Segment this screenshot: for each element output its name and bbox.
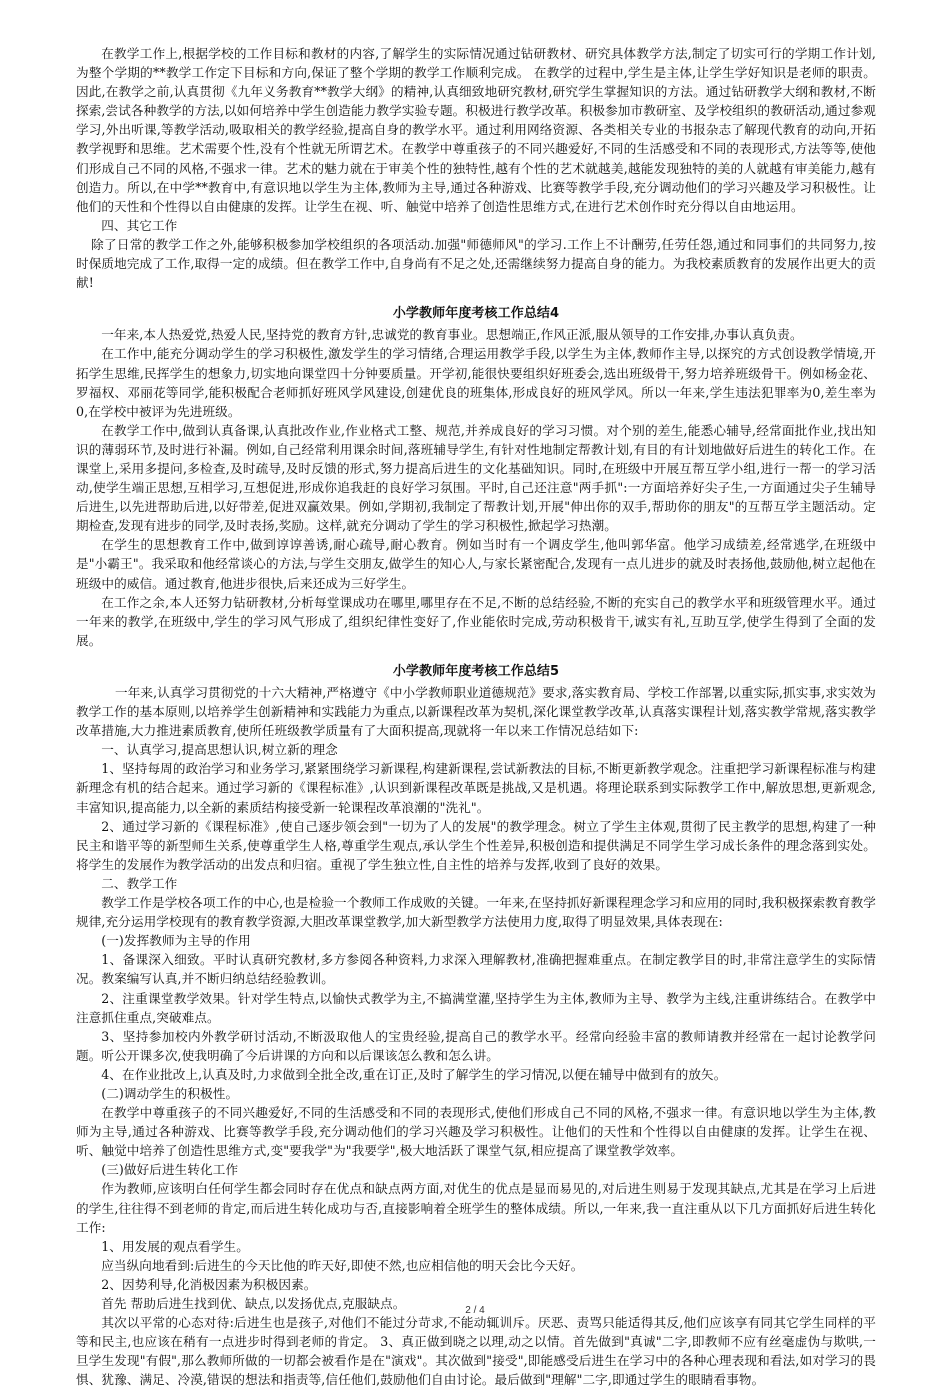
section-title-5: 小学教师年度考核工作总结5	[392, 663, 560, 679]
paragraph: 1、用发展的观点看学生。	[101, 1238, 249, 1254]
section-title-4: 小学教师年度考核工作总结4	[392, 306, 560, 322]
document-page	[76, 44, 876, 1389]
paragraph: 其次以平常的心态对待:后进生也是孩子,对他们不能过分苛求,不能动辄训斥。厌恶、责骂只能适得其反,他们应该享有同其它学生同样的平等和民主,也应该在稍有一点进步时得到老师的肯定。 3、真正做到晓之以理,动之以情。首先做到"真诚"二字,即教师不应有丝毫虚伪与欺哄,一旦学生发现"有假",那么教师所做的一切都会被看作是在"演戏"。其次做到"接受",即能感受后进生在学习中的各种心理表现和看法,如对学习的畏惧、犹豫、满足、冷漠,错误的想法和指责等,信任他们,鼓励他们自由讨论。最后做到"理解"二字,即通过学生的眼睛看事物。	[76, 1315, 876, 1388]
paragraph: 3、坚持参加校内外教学研讨活动,不断汲取他人的宝贵经验,提高自己的教学水平。经常向经验丰富的教师请教并经常在一起讨论教学问题。听公开课多次,使我明确了今后讲课的方向和以后课该怎么教和怎么讲。	[76, 1028, 876, 1063]
paragraph: 应当纵向地看到:后进生的今天比他的昨天好,即使不然,也应相信他的明天会比今天好。	[101, 1257, 584, 1273]
heading-5: (三)做好后进生转化工作	[101, 1162, 239, 1178]
paragraph: 一年来,认真学习贯彻党的十六大精神,严格遵守《中小学教师职业道德规范》要求,落实教育局、学校工作部署,以重实际,抓实事,求实效为教学工作的基本原则,以培养学生创新精神和实践能力为重点,以新课程改革为契机,深化课堂教学改革,认真落实课程计划,落实教学常规,落实教学改革措施,大力推进素质教育,使所任班级教学质量有了大面积提高,现就将一年以来工作情况总结如下:	[76, 685, 876, 739]
paragraph: 2、注重课堂教学效果。针对学生特点,以愉快式教学为主,不搞满堂灌,坚持学生为主体,教师为主导、教学为主线,注重讲练结合。在教学中注意抓住重点,突破难点。	[76, 990, 876, 1025]
paragraph: 1、坚持每周的政治学习和业务学习,紧紧围绕学习新课程,构建新课程,尝试新教法的目标,不断更新教学观念。注重把学习新课程标准与构建新理念有机的结合起来。通过学习新的《课程标准》,认识到新课程改革既是挑战,又是机遇。将理论联系到实际教学工作中,解放思想,更新观念,丰富知识,提高能力,以全新的素质结构接受新一轮课程改革浪潮的"洗礼"。	[76, 761, 876, 815]
paragraph: 1、备课深入细致。平时认真研究教材,多方参阅各种资料,力求深入理解教材,准确把握难重点。在制定教学目的时,非常注意学生的实际情况。教案编写认真,并不断归纳总结经验教训。	[76, 952, 876, 987]
paragraph: 在教学工作上,根据学校的工作目标和教材的内容,了解学生的实际情况通过钻研教材、研究具体教学方法,制定了切实可行的学期工作计划,为整个学期的**教学工作定下目标和方向,保证了整个学期的教学工作顺利完成。 在教学的过程中,学生是主体,让学生学好知识是老师的职责。因此,在教学之前,认真贯彻《九年义务教育**教学大纲》的精神,认真细致地研究教材,研究学生掌握知识的方法。通过钻研教学大纲和教材,不断探索,尝试各种教学的方法,以如何培养中学生创造能力教学实验专题。积极进行教学改革。积极参加市教研室、及学校组织的教研活动,通过参观学习,外出听课,等教学活动,吸取相关的教学经验,提高自身的教学水平。通过利用网络资源、各类相关专业的书报杂志了解现代教育的动向,开拓教学视野和思维。艺术需要个性,没有个性就无所谓艺术。在教学中尊重孩子的不同兴趣爱好,不同的生活感受和不同的表现形式,方法等等,使他们形成自己不同的风格,不强求一律。艺术的魅力就在于审美个性的独特性,越有个性的艺术就越美,越能发现独特的美的人就越有审美能力,越有创造力。所以,在中学**教育中,有意识地以学生为主体,教师为主导,通过各种游戏、比赛等教学手段,充分调动他们的学习兴趣及学习积极性。让他们的天性和个性得以自由健康的发挥。让学生在视、听、触觉中培养了创造性思维方式,在进行艺术创作时充分得以自由地运用。	[76, 46, 876, 214]
paragraph: 一年来,本人热爱党,热爱人民,坚持党的教育方针,忠诚党的教育事业。思想端正,作风正派,服从领导的工作安排,办事认真负责。	[101, 327, 803, 343]
paragraph: 作为教师,应该明白任何学生都会同时存在优点和缺点两方面,对优生的优点是显而易见的,对后进生则易于发现其缺点,尤其是在学习上后进的学生,往往得不到老师的肯定,而后进生转化成功与否,直接影响着全班学生的整体成绩。所以,一年来,我一直注重从以下几方面抓好后进生转化工作:	[76, 1181, 876, 1235]
paragraph: 2、因势利导,化消极因素为积极因素。	[101, 1276, 317, 1292]
heading-3: (一)发挥教师为主导的作用	[101, 933, 251, 949]
heading-4: (二)调动学生的积极性。	[101, 1085, 239, 1101]
paragraph: 在教学工作中,做到认真备课,认真批改作业,作业格式工整、规范,并养成良好的学习习惯。对个别的差生,能悉心辅导,经常面批作业,找出知识的薄弱环节,及时进行补漏。例如,自己经常利用课余时间,落班辅导学生,有针对性地制定帮教计划,有目的有计划地做好后进生的转化工作。在课堂上,采用多提问,多检查,及时疏导,及时反馈的形式,努力提高后进生的文化基础知识。同时,在班级中开展互帮互学小组,进行一帮一的学习活动,使学生端正思想,互相学习,互想促进,形成你追我赶的良好学习氛围。平时,自己还注意"两手抓":一方面培养好尖子生,一方面通过尖子生辅导后进生,以先进帮助后进,以好带差,促进双赢效果。例如,学期初,我制定了帮教计划,开展"伸出你的双手,帮助你的朋友"的互帮互学主题活动。定期检查,发现有进步的同学,及时表扬,奖励。这样,就充分调动了学生的学习积极性,掀起学习热潮。	[76, 422, 876, 534]
heading-1: 一、认真学习,提高思想认识,树立新的理念	[101, 742, 338, 758]
paragraph: 4、在作业批改上,认真及时,力求做到全批全改,重在订正,及时了解学生的学习情况,以便在辅导中做到有的放矢。	[101, 1066, 727, 1082]
heading-other-work: 四、其它工作	[101, 217, 178, 233]
page-number: 2 / 4	[465, 1305, 485, 1316]
paragraph: 首先 帮助后进生找到优、缺点,以发扬优点,克服缺点。	[101, 1296, 406, 1311]
heading-2: 二、教学工作	[101, 875, 178, 891]
paragraph: 在教学中尊重孩子的不同兴趣爱好,不同的生活感受和不同的表现形式,使他们形成自己不同的风格,不强求一律。有意识地以学生为主体,教师为主导,通过各种游戏、比赛等教学手段,充分调动他们的学习兴趣及学习积极性。让他们的天性和个性得以自由健康的发挥。让学生在视、听、触觉中培养了创造性思维方式,变"要我学"为"我要学",极大地活跃了课堂气氛,相应提高了课堂教学效率。	[76, 1105, 876, 1159]
paragraph: 在学生的思想教育工作中,做到谆谆善诱,耐心疏导,耐心教育。例如当时有一个调皮学生,他叫郭华富。他学习成绩差,经常逃学,在班级中是"小霸王"。我采取和他经常谈心的方法,与学生交朋友,做学生的知心人,与家长紧密配合,发现有一点儿进步的就及时表扬他,鼓励他,树立起他在班级中的威信。通过教育,他进步很快,后来还成为三好学生。	[76, 537, 876, 591]
paragraph: 除了日常的教学工作之外,能够积极参加学校组织的各项活动.加强"师德师风"的学习.工作上不计酬劳,任劳任怨,通过和同事们的共同努力,按时保质地完成了工作,取得一定的成绩。但在教学工作中,自身尚有不足之处,还需继续努力提高自身的能力。为我校素质教育的发展作出更大的贡献!	[76, 236, 876, 291]
paragraph: 在工作中,能充分调动学生的学习积极性,激发学生的学习情绪,合理运用教学手段,以学生为主体,教师作主导,以探究的方式创设教学情境,开拓学生思维,民挥学生的想象力,切实地向课堂四十分钟要质量。开学初,能很快要组织好班委会,选出班级骨干,努力培养班级骨干。例如杨金花、罗福权、邓丽花等同学,能积极配合老师抓好班风学风建设,创建优良的班集体,形成良好的班风学风。所以一年来,学生违法犯罪率为0,差生率为0,在学校中被评为先进班级。	[76, 346, 876, 419]
paragraph: 在工作之余,本人还努力钻研教材,分析每堂课成功在哪里,哪里存在不足,不断的总结经验,不断的充实自己的教学水平和班级管理水平。通过一年来的教学,在班级中,学生的学习风气形成了,组织纪律性变好了,作业能依时完成,劳动积极肯干,诚实有礼,互助互学,使学生得到了全面的发展。	[76, 594, 876, 648]
paragraph: 2、通过学习新的《课程标准》,使自己逐步领会到"一切为了人的发展"的教学理念。树立了学生主体观,贯彻了民主教学的思想,构建了一种民主和谐平等的新型师生关系,使尊重学生人格,尊重学生观点,承认学生个性差异,积极创造和提供满足不同学生学习成长条件的理念落到实处。将学生的发展作为教学活动的出发点和归宿。重视了学生独立性,自主性的培养与发挥,收到了良好的效果。	[76, 818, 876, 872]
paragraph: 教学工作是学校各项工作的中心,也是检验一个教师工作成败的关键。一年来,在坚持抓好新课程理念学习和应用的同时,我积极探索教育教学规律,充分运用学校现有的教育教学资源,大胆改革课堂教学,加大新型教学方法使用力度,取得了明显效果,具体表现在:	[76, 895, 876, 930]
